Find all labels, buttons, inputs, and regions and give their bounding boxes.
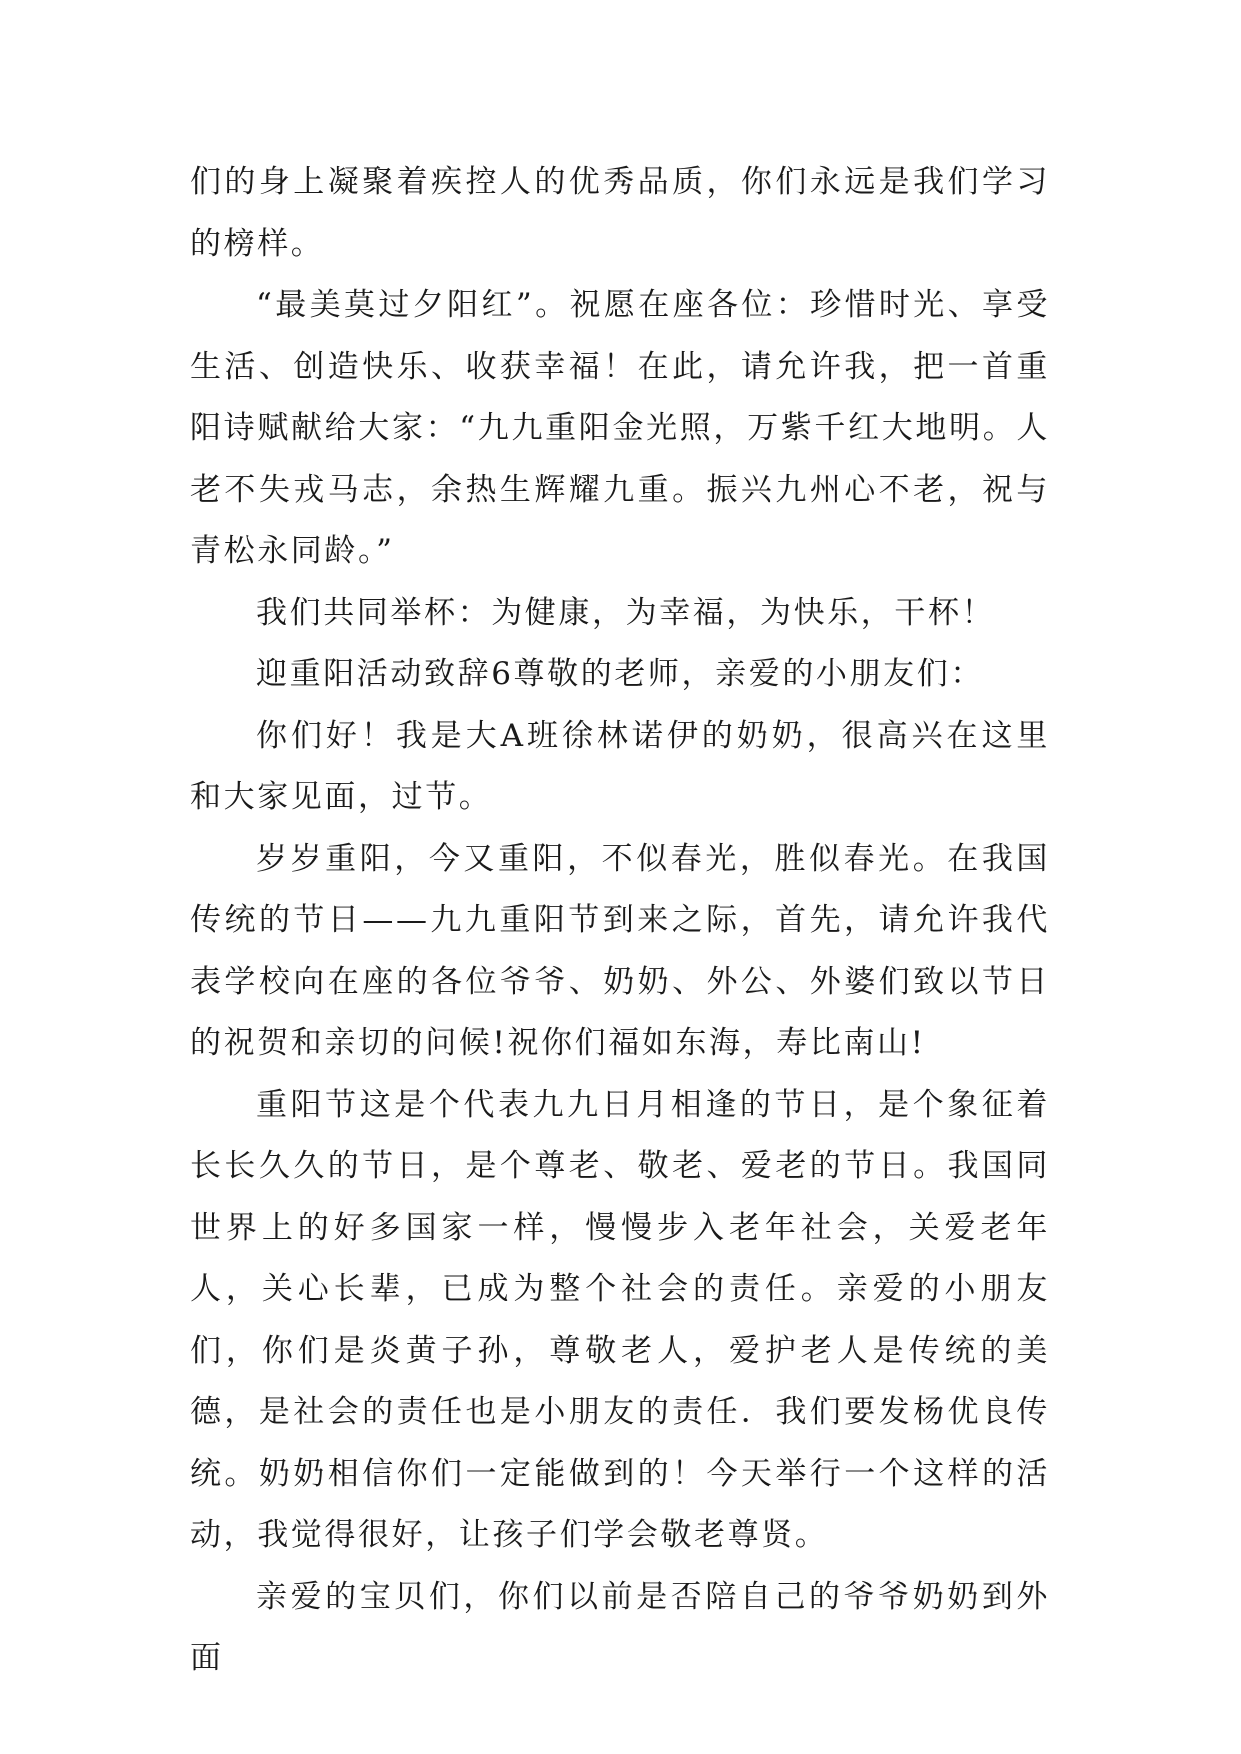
paragraph: 迎重阳活动致辞6尊敬的老师，亲爱的小朋友们： [256, 656, 984, 692]
document-body [190, 152, 1050, 1690]
paragraph: 重阳节这是个代表九九日月相逢的节日，是个象征着长长久久的节日，是个尊老、敬老、爱老的节日。我国同世界上的好多国家一样，慢慢步入老年社会，关爱老年人，关心长辈，已成为整个社会的责任。亲爱的小朋友们，你们是炎黄子孙，尊敬老人，爱护老人是传统的美德，是社会的责任也是小朋友的责任．我们要发杨优良传统。奶奶相信你们一定能做到的！今天举行一个这样的活动，我觉得很好，让孩子们学会敬老尊贤。 [190, 1086, 1050, 1553]
paragraph: 们的身上凝聚着疾控人的优秀品质，你们永远是我们学习的榜样。 [190, 164, 1050, 262]
paragraph: 亲爱的宝贝们，你们以前是否陪自己的爷爷奶奶到外面 [190, 1578, 1050, 1676]
paragraph: 我们共同举杯：为健康，为幸福，为快乐，干杯！ [256, 594, 996, 631]
paragraph: 岁岁重阳，今又重阳，不似春光，胜似春光。在我国传统的节日——九九重阳节到来之际，首先，请允许我代表学校向在座的各位爷爷、奶奶、外公、外婆们致以节日的祝贺和亲切的问候!祝你们福如东海，寿比南山! [190, 840, 1050, 1061]
paragraph: 你们好！我是大A班徐林诺伊的奶奶，很高兴在这里和大家见面，过节。 [190, 717, 1050, 815]
paragraph: “最美莫过夕阳红”。祝愿在座各位：珍惜时光、享受生活、创造快乐、收获幸福！在此，请允许我，把一首重阳诗赋献给大家：“九九重阳金光照，万紫千红大地明。人老不失戎马志，余热生辉耀九重。振兴九州心不老，祝与青松永同龄。” [190, 287, 1050, 569]
